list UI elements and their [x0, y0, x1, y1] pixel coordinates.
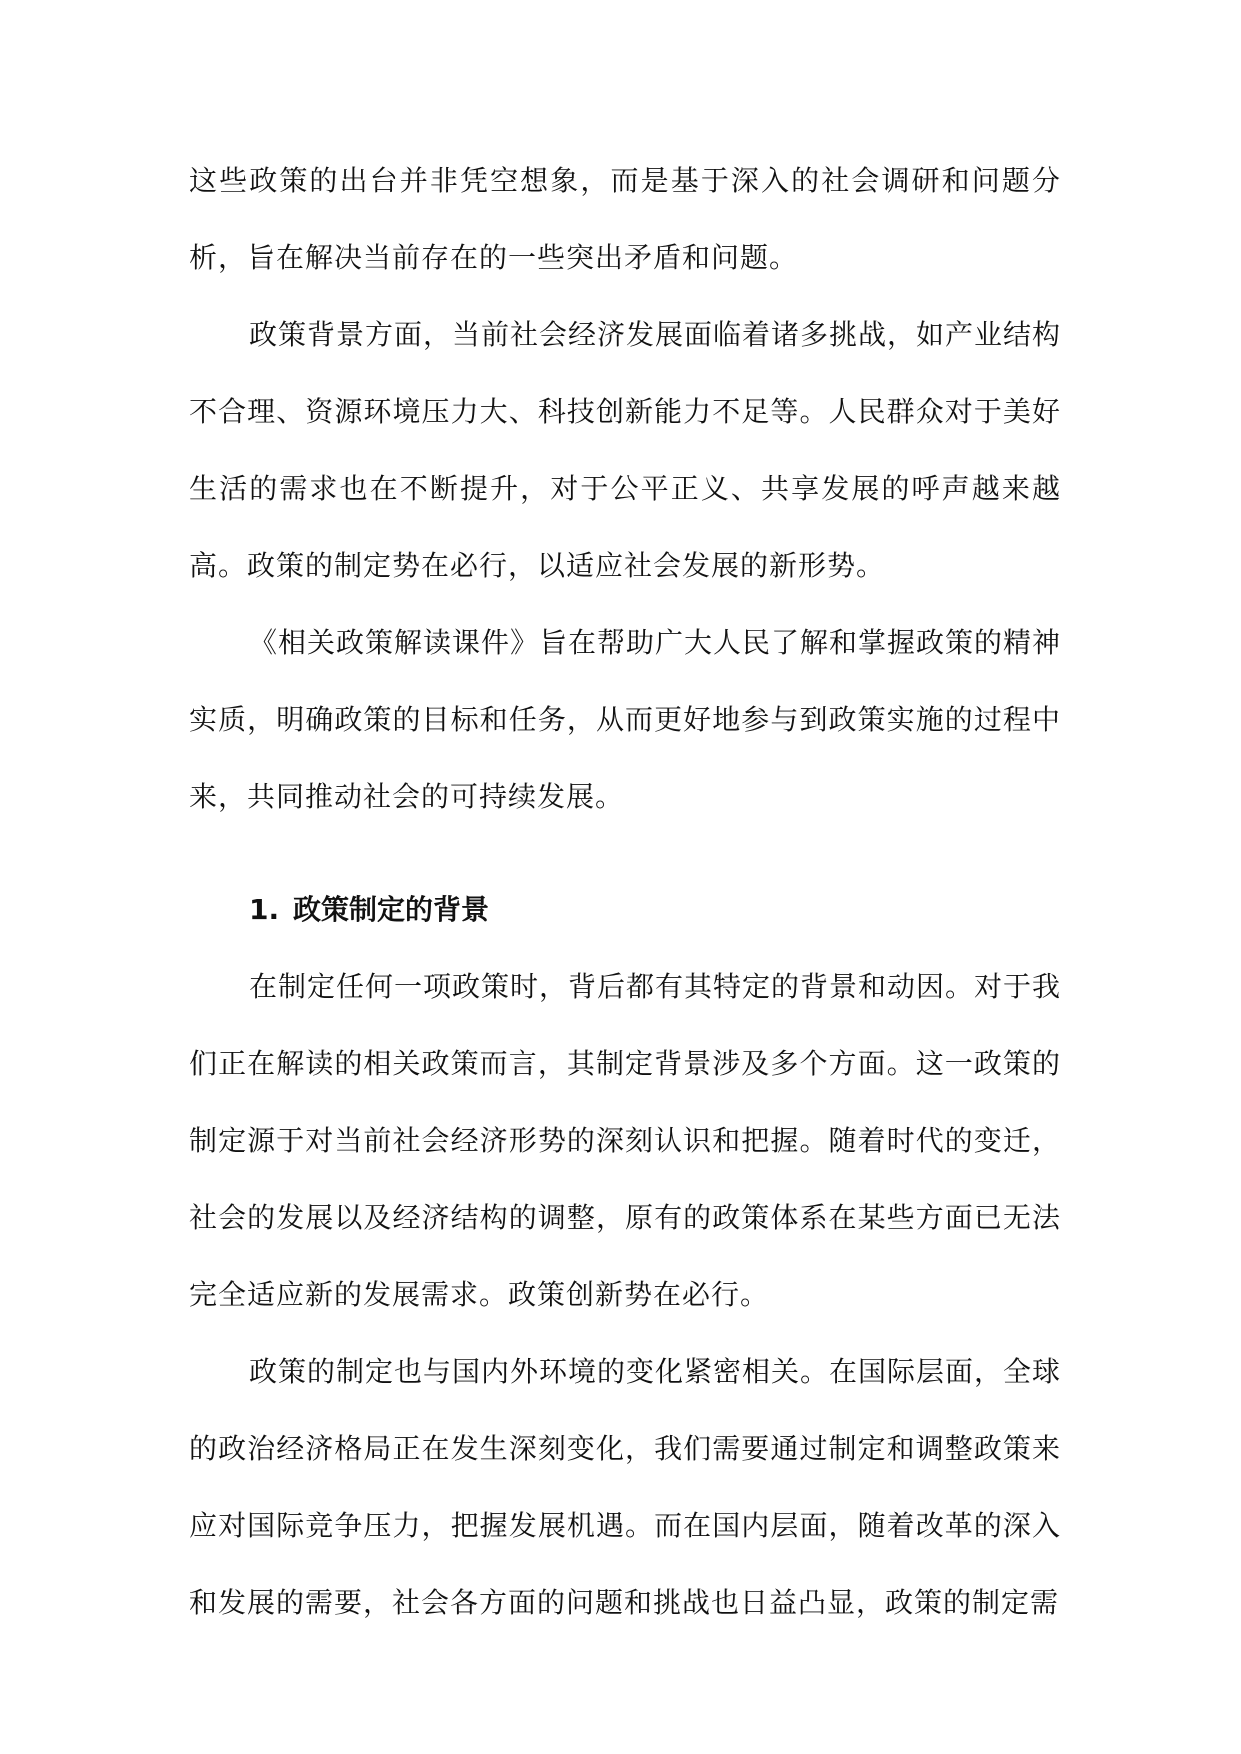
document-body — [189, 142, 1061, 1641]
section-number: 1. — [249, 893, 280, 926]
section-heading — [189, 871, 1061, 948]
paragraph-intro-continuation: 这些政策的出台并非凭空想象，而是基于深入的社会调研和问题分析，旨在解决当前存在的一些突出矛盾和问题。 — [189, 164, 1061, 274]
paragraph-formulation-background: 在制定任何一项政策时，背后都有其特定的背景和动因。对于我们正在解读的相关政策而言，其制定背景涉及多个方面。这一政策的制定源于对当前社会经济形势的深刻认识和把握。随着时代的变迁，社会的发展以及经济结构的调整，原有的政策体系在某些方面已无法完全适应新的发展需求。政策创新势在必行。 — [189, 970, 1062, 1311]
paragraph-policy-background: 政策背景方面，当前社会经济发展面临着诸多挑战，如产业结构不合理、资源环境压力大、科技创新能力不足等。人民群众对于美好生活的需求也在不断提升，对于公平正义、共享发展的呼声越来越高。政策的制定势在必行，以适应社会发展的新形势。 — [189, 318, 1062, 582]
paragraph-domestic-international: 政策的制定也与国内外环境的变化紧密相关。在国际层面，全球的政治经济格局正在发生深刻变化，我们需要通过制定和调整政策来应对国际竞争压力，把握发展机遇。而在国内层面，随着改革的深入和发展的需要，社会各方面的问题和挑战也日益凸显，政策的制定需 — [189, 1355, 1062, 1619]
section-title: 政策制定的背景 — [293, 893, 490, 926]
paragraph-courseware-purpose: 《相关政策解读课件》旨在帮助广大人民了解和掌握政策的精神实质，明确政策的目标和任务，从而更好地参与到政策实施的过程中来，共同推动社会的可持续发展。 — [189, 626, 1062, 813]
